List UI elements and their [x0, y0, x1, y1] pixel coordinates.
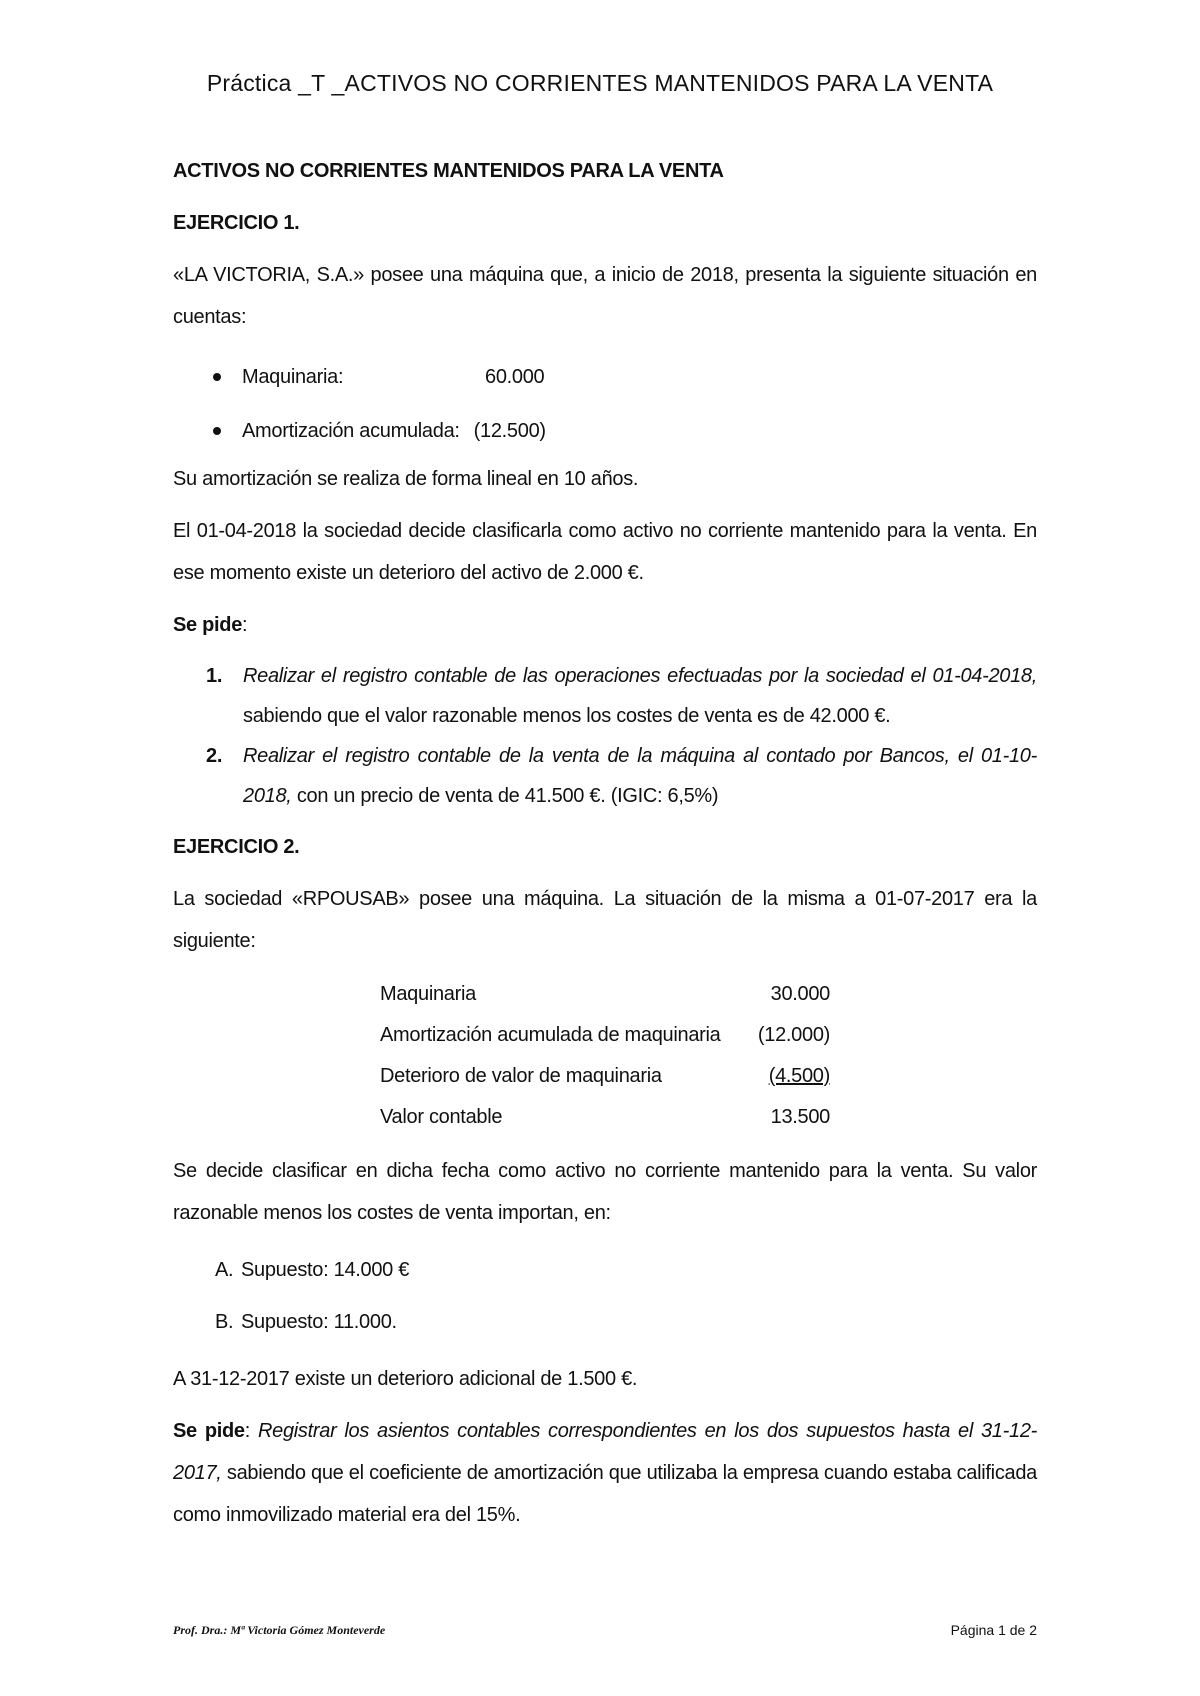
- list-item: [173, 1244, 1037, 1296]
- row-label: Maquinaria: [380, 983, 476, 1005]
- account-value: (12.500): [473, 420, 546, 442]
- table-row: [380, 1056, 830, 1097]
- bullet-icon: [213, 427, 221, 435]
- exercise-2-balance-table: [380, 974, 830, 1138]
- exercise-1-context: El 01-04-2018 la sociedad decide clasificarla como activo no corriente mantenido para la venta. En ese momento existe un deterioro del activo de 2.000 €.: [173, 520, 1037, 584]
- page-header-title: Práctica _T _ACTIVOS NO CORRIENTES MANTENIDOS PARA LA VENTA: [206, 70, 994, 96]
- list-item: [173, 404, 1037, 458]
- list-item: [173, 350, 1037, 404]
- row-value: 13.500: [770, 1106, 830, 1128]
- se-pide-label: Se pide: [173, 614, 243, 636]
- row-label: Amortización acumulada de maquinaria: [380, 1024, 721, 1046]
- row-value: 30.000: [770, 983, 830, 1005]
- row-value: (4.500): [768, 1065, 830, 1087]
- document-body: [173, 150, 1037, 1536]
- row-value: (12.000): [757, 1024, 830, 1046]
- exercise-1-intro: «LA VICTORIA, S.A.» posee una máquina que, a inicio de 2018, presenta la siguiente situación en cuentas:: [173, 264, 1037, 328]
- task-italic: Realizar el registro contable de las operaciones efectuadas por la sociedad el 01-04-2018,: [243, 665, 1037, 687]
- page-number: Página 1 de 2: [950, 1622, 1037, 1638]
- case-marker: A.: [215, 1259, 234, 1281]
- list-item: [173, 656, 1037, 736]
- exercise-2-extra: A 31-12-2017 existe un deterioro adicional de 1.500 €.: [173, 1368, 638, 1390]
- exercise-1-se-pide: [173, 604, 1037, 646]
- task-italic: Registrar los asientos contables correspondientes en los dos supuestos hasta el 31-12-2017,: [173, 1420, 1037, 1484]
- task-rest: sabiendo que el coeficiente de amortización que utilizaba la empresa cuando estaba calificada como inmovilizado material era del 15%.: [173, 1462, 1037, 1526]
- case-text: Supuesto: 14.000 €: [241, 1259, 410, 1281]
- exercise-2-decision: Se decide clasificar en dicha fecha como activo no corriente mantenido para la venta. Su valor razonable menos los costes de venta importan, en:: [173, 1160, 1037, 1224]
- task-number: 1.: [206, 665, 223, 687]
- se-pide-colon: :: [242, 614, 248, 636]
- page-footer: [173, 1622, 1037, 1638]
- bullet-icon: [213, 373, 221, 381]
- account-label: Maquinaria:: [242, 366, 344, 388]
- case-marker: B.: [215, 1311, 234, 1333]
- task-rest: sabiendo que el valor razonable menos los costes de venta es de 42.000 €.: [243, 705, 891, 727]
- task-italic: Realizar el registro contable de la venta de la máquina al contado por Bancos, el 01-10-2018,: [243, 745, 1037, 807]
- table-row: [380, 1097, 830, 1138]
- exercise-2-heading: EJERCICIO 2.: [173, 836, 300, 858]
- row-label: Deterioro de valor de maquinaria: [380, 1065, 662, 1087]
- list-item: [173, 1296, 1037, 1348]
- list-item: [173, 736, 1037, 816]
- task-text: [243, 656, 1037, 736]
- row-label: Valor contable: [380, 1106, 503, 1128]
- exercise-2-cases: [173, 1244, 1037, 1348]
- case-text: Supuesto: 11.000.: [241, 1311, 397, 1333]
- footer-author: Prof. Dra.: Mª Victoria Gómez Monteverde: [173, 1622, 386, 1637]
- table-row: [380, 974, 830, 1015]
- se-pide-colon: :: [244, 1420, 258, 1442]
- exercise-1-amortization: Su amortización se realiza de forma lineal en 10 años.: [173, 468, 639, 490]
- exercise-1-heading: EJERCICIO 1.: [173, 212, 300, 234]
- account-value: 60.000: [485, 366, 545, 388]
- task-number: 2.: [206, 745, 223, 767]
- exercise-1-accounts: [173, 350, 1037, 458]
- task-rest: con un precio de venta de 41.500 €. (IGIC: 6,5%): [291, 785, 719, 807]
- se-pide-label: Se pide: [173, 1420, 245, 1442]
- section-title: ACTIVOS NO CORRIENTES MANTENIDOS PARA LA VENTA: [173, 160, 724, 182]
- table-row: [380, 1015, 830, 1056]
- exercise-2-intro: La sociedad «RPOUSAB» posee una máquina. La situación de la misma a 01-07-2017 era la siguiente:: [173, 888, 1037, 952]
- task-text: [243, 736, 1037, 816]
- account-label: Amortización acumulada:: [242, 420, 460, 442]
- exercise-1-tasks: [173, 656, 1037, 816]
- exercise-2-se-pide: [173, 1410, 1037, 1536]
